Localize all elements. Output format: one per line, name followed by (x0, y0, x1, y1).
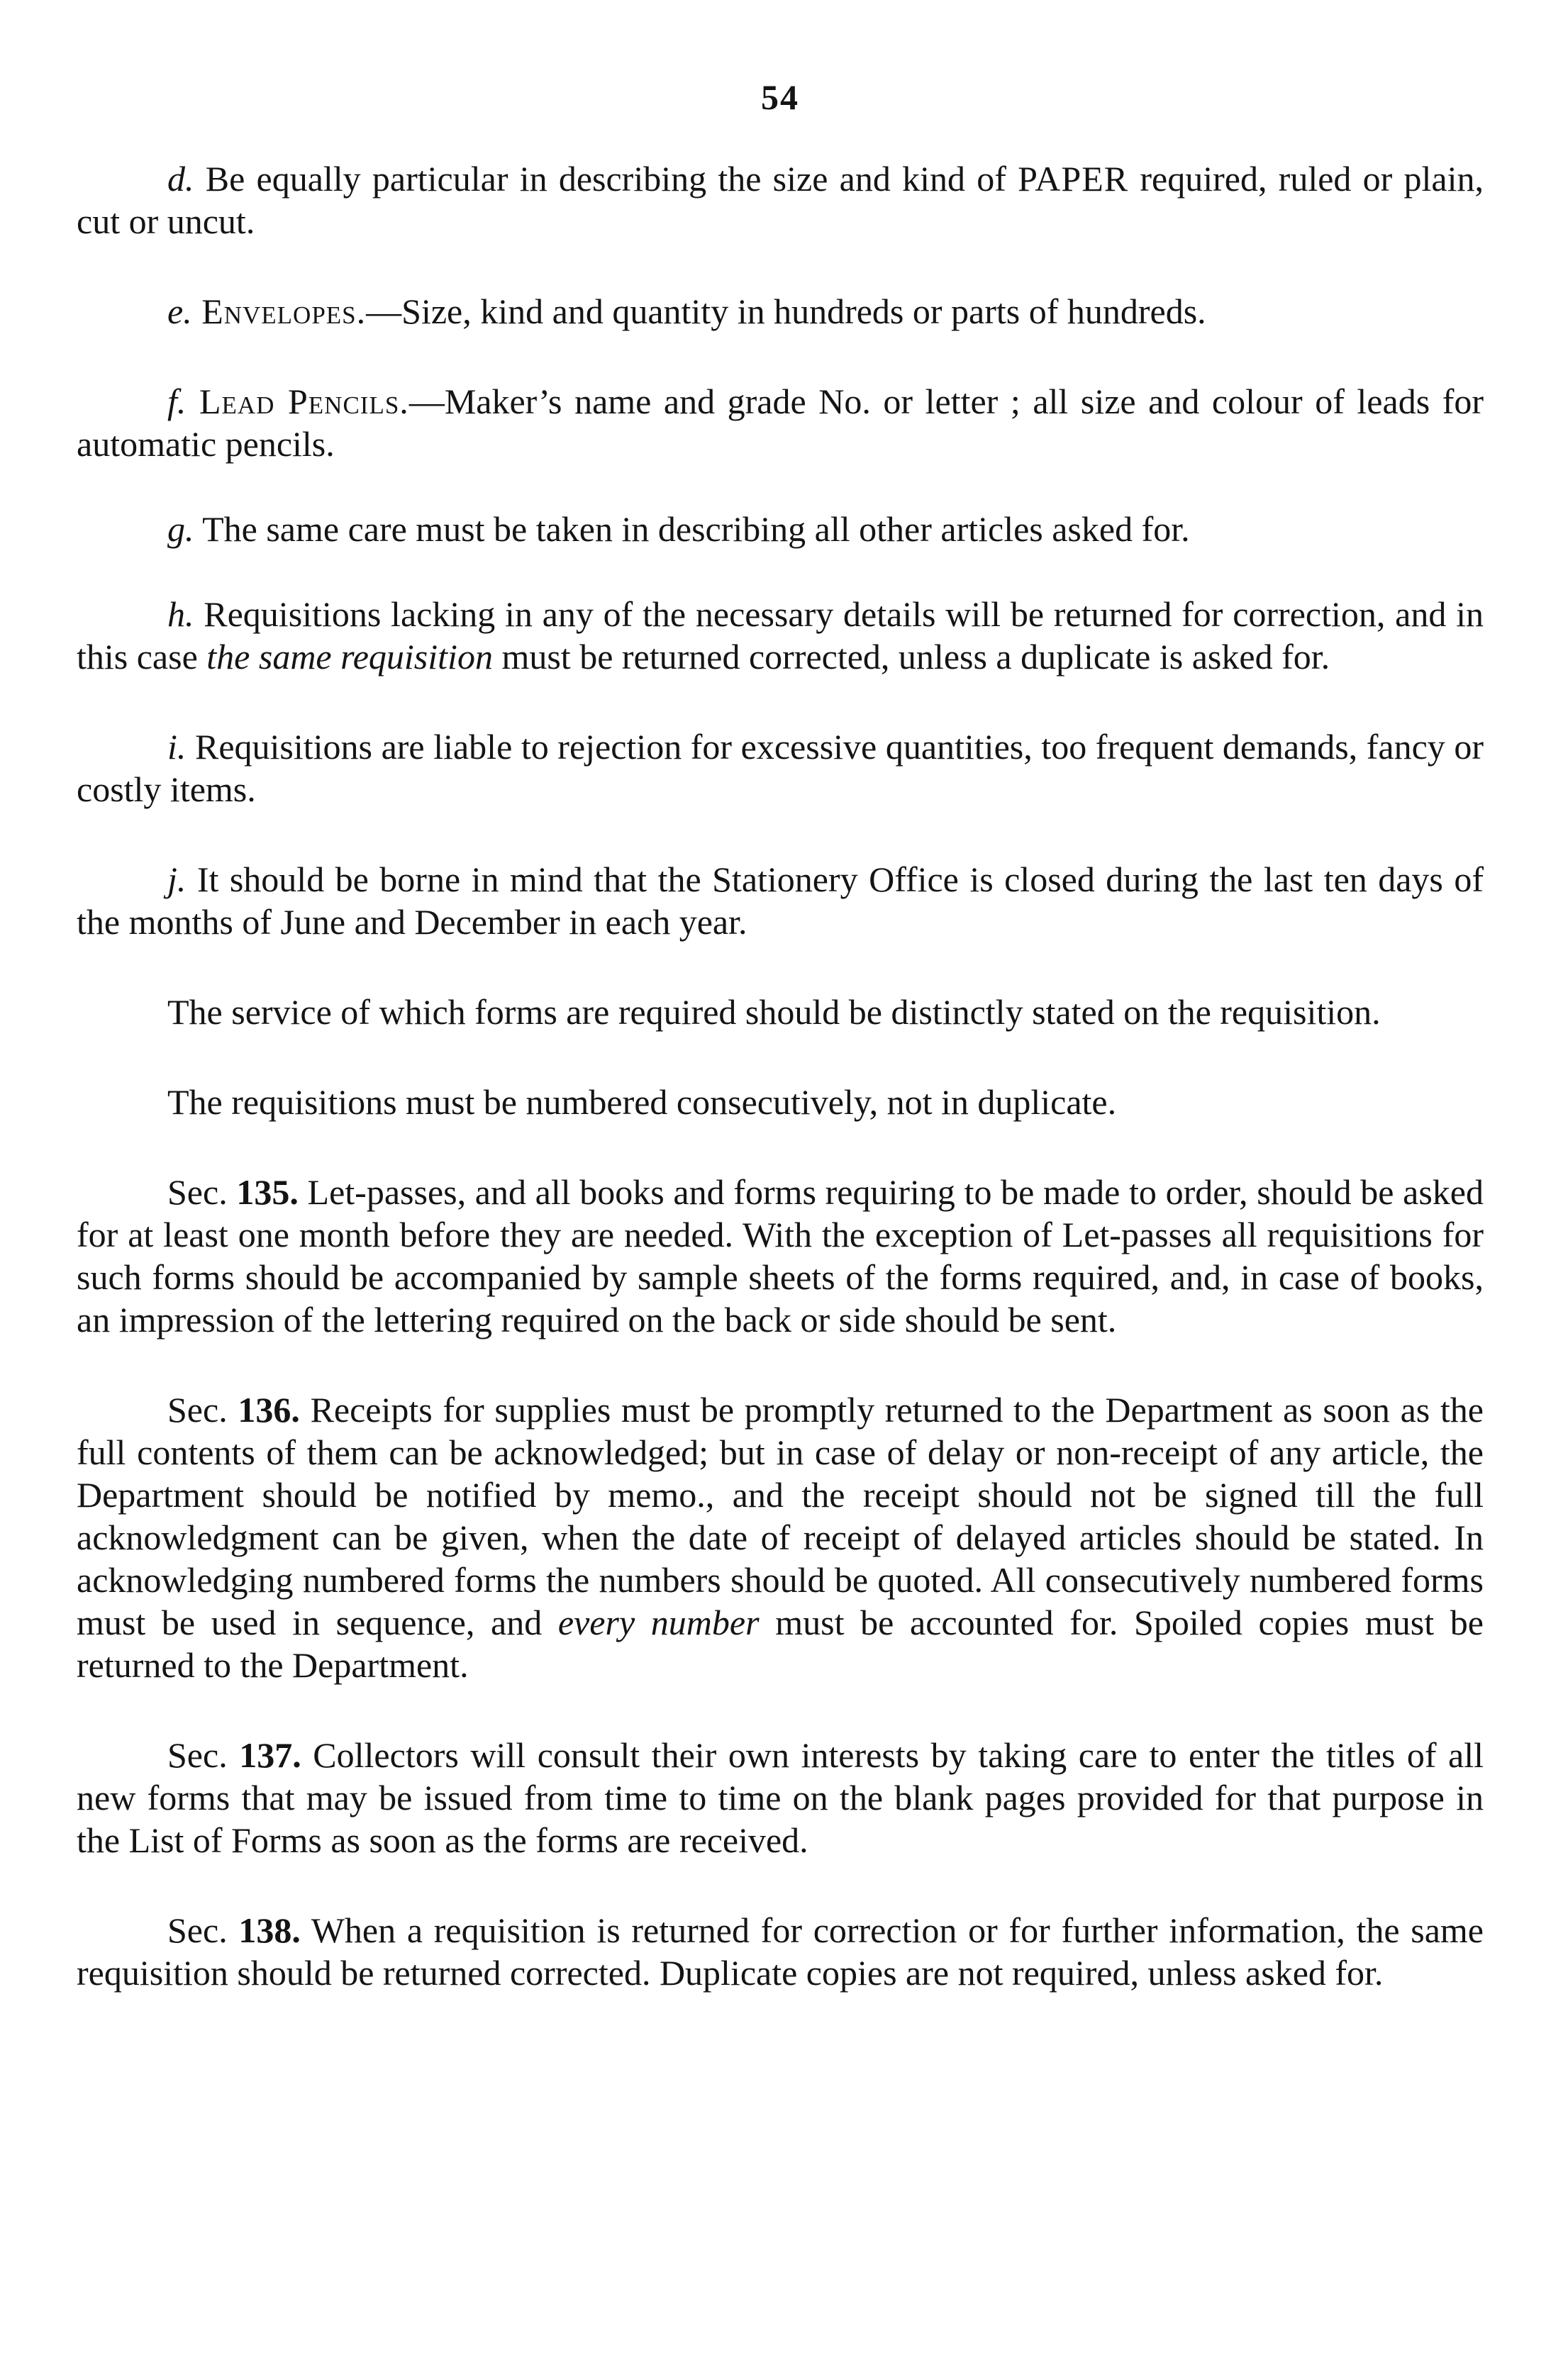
item-f-paragraph (77, 380, 1484, 465)
section-135-paragraph (77, 1171, 1484, 1341)
item-i-paragraph (77, 725, 1484, 811)
item-f-text: —Maker’s name and grade No. or letter ; all size and colour of leads for automatic pencils. (77, 382, 1484, 464)
item-i-label: i. (167, 727, 187, 767)
section-138-paragraph (77, 1909, 1484, 1994)
item-h-label: h. (167, 594, 194, 634)
item-g-label: g. (167, 509, 194, 549)
page-number: 54 (761, 77, 799, 117)
section-135-text: Let-passes, and all books and forms requiring to be made to order, should be asked for at least one month before they are needed. With the exception of Let-passes all requisitions for such forms should be accompanied by sample sheets of the forms required, and, in case of books, an impression of the lettering required on the back or side should be sent. (77, 1172, 1484, 1340)
item-h-paragraph (77, 593, 1484, 678)
section-138-text: When a requisition is returned for correction or for further information, the same requisition should be returned corrected. Duplicate copies are not required, unless asked for. (77, 1910, 1484, 1993)
section-135-prefix: Sec. (167, 1172, 237, 1212)
section-137-text: Collectors will consult their own interests by taking care to enter the titles of all new forms that may be issued from time to time on the blank pages provided for that purpose in the List of Forms as soon as the forms are received. (77, 1735, 1484, 1860)
section-136-number: 136. (238, 1390, 300, 1430)
item-g-text: The same care must be taken in describing all other articles asked for. (194, 509, 1190, 549)
section-137-prefix: Sec. (167, 1735, 240, 1775)
item-f-heading: Lead Pencils. (186, 382, 409, 421)
service-note-paragraph: The service of which forms are required should be distinctly stated on the requisition. (167, 992, 1381, 1032)
section-136-text: Receipts for supplies must be promptly returned to the Department as soon as the full contents of them can be acknowledged; but in case of delay or non-receipt of any article, the Department should be notified by memo., and the receipt should not be signed till the full acknowledgment can be given, when the date of receipt of delayed articles should be stated. In acknowledging numbered forms the numbers should be quoted. All consecutively numbered forms must be used in sequence, and (77, 1390, 1484, 1642)
item-d-label: d. (167, 159, 194, 199)
item-g-paragraph (77, 508, 1484, 550)
document-page (77, 0, 1484, 2355)
section-136-italic: every number (557, 1603, 760, 1642)
item-e-label: e. (167, 291, 192, 331)
item-d-text: Be equally particular in describing the size and kind of (194, 159, 1018, 199)
section-137-paragraph (77, 1734, 1484, 1861)
item-j-text: It should be borne in mind that the Stationery Office is closed during the last ten days of the months of June and December in each year. (77, 859, 1484, 942)
section-138-prefix: Sec. (167, 1910, 239, 1950)
section-137-number: 137. (239, 1735, 301, 1775)
item-d-paragraph (77, 157, 1484, 243)
item-d-text-end: required, ruled or plain, cut or uncut. (77, 159, 1484, 241)
item-j-label: j. (167, 859, 187, 899)
section-136-text-end: must be accounted for. Spoiled copies must be returned to the Department. (77, 1603, 1484, 1685)
item-f-label: f. (167, 382, 187, 421)
item-h-text-end: must be returned corrected, unless a duplicate is asked for. (492, 637, 1330, 677)
item-e-heading: Envelopes. (191, 291, 367, 331)
item-d-caps: PAPER (1018, 159, 1129, 199)
page-body (77, 157, 1484, 2042)
item-e-paragraph (77, 290, 1484, 333)
item-h-text: Requisitions lacking in any of the necessary details will be returned for correction, and in this case (77, 594, 1484, 677)
item-h-italic: the same requisition (206, 637, 493, 677)
numbered-note-paragraph: The requisitions must be numbered consecutively, not in duplicate. (167, 1082, 1117, 1122)
section-138-number: 138. (238, 1910, 301, 1950)
section-135-number: 135. (236, 1172, 299, 1212)
section-136-prefix: Sec. (167, 1390, 238, 1430)
section-136-paragraph (77, 1388, 1484, 1686)
item-e-text: —Size, kind and quantity in hundreds or parts of hundreds. (366, 291, 1206, 331)
item-i-text: Requisitions are liable to rejection for excessive quantities, too frequent demands, fancy or costly items. (77, 727, 1484, 809)
item-j-paragraph (77, 858, 1484, 943)
